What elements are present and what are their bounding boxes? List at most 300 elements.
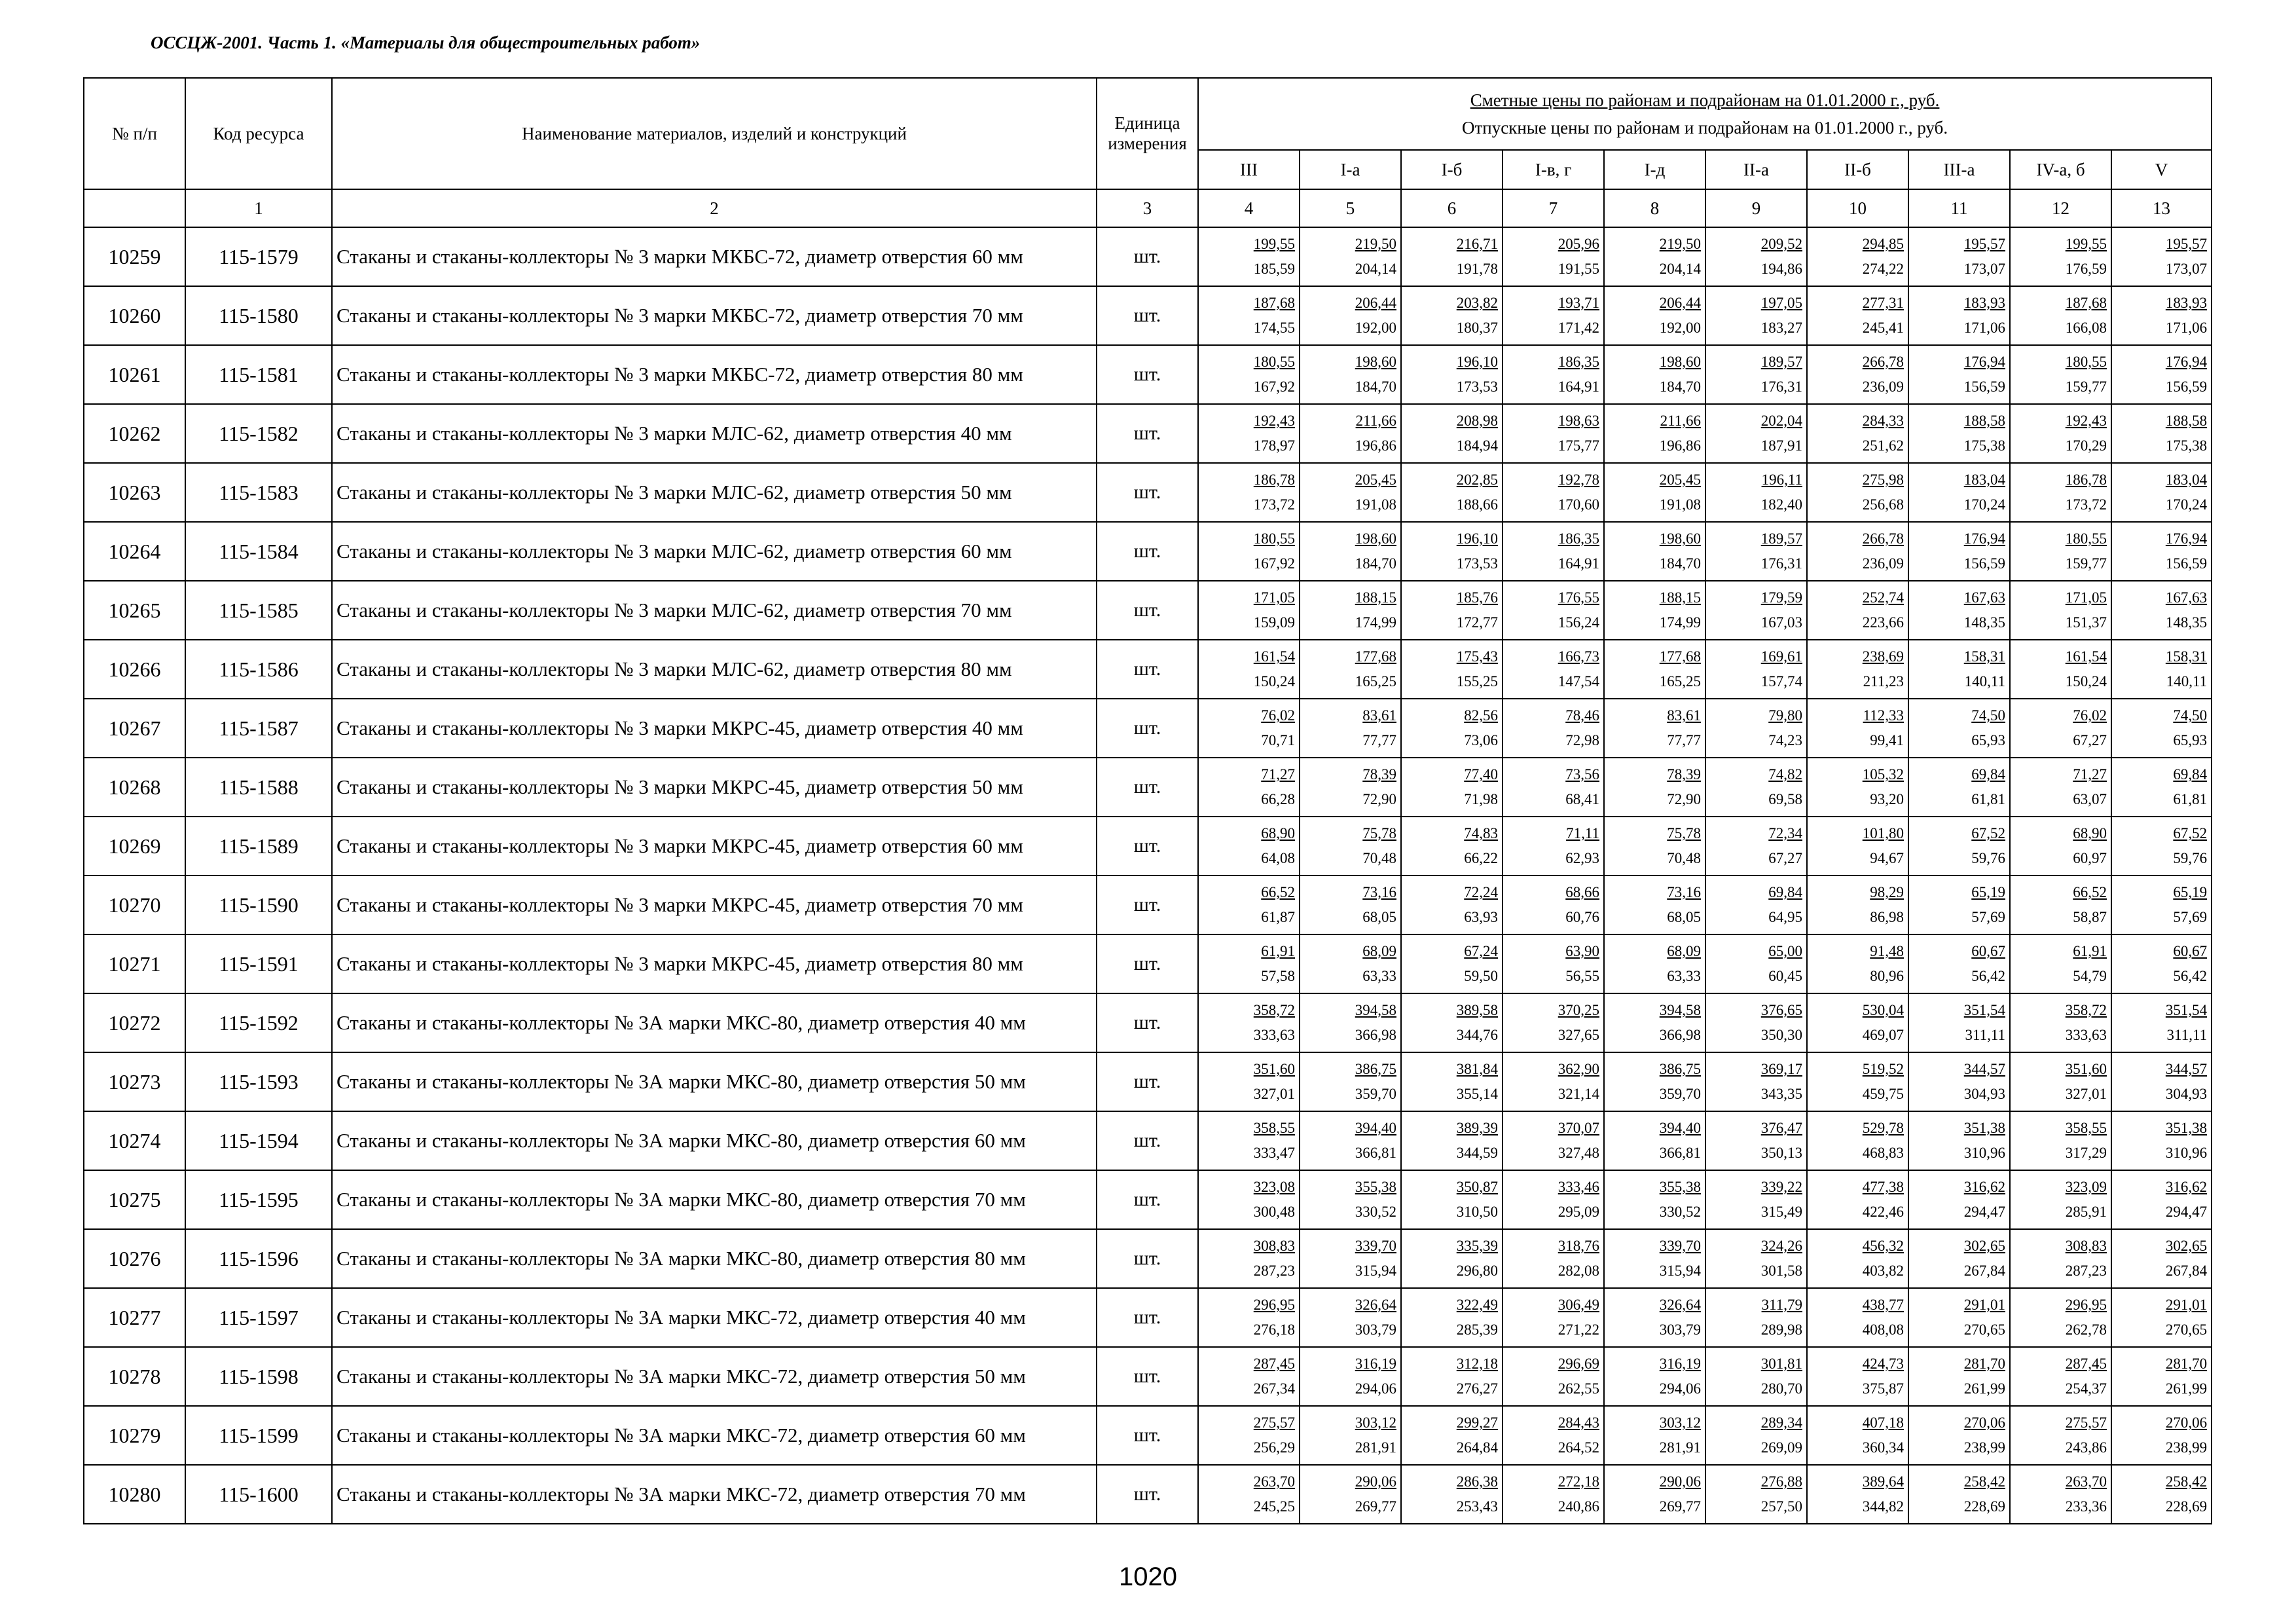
release-price: 303,79 [1355, 1321, 1396, 1338]
row-number: 10265 [84, 581, 185, 640]
release-price: 350,30 [1760, 1027, 1802, 1043]
price-cell [1807, 934, 1908, 993]
price-cell [1503, 227, 1604, 286]
release-price: 159,77 [2065, 555, 2107, 572]
price-cell [2111, 1170, 2212, 1229]
estimated-price: 333,46 [1558, 1179, 1599, 1195]
release-price: 178,97 [1253, 437, 1295, 454]
release-price: 310,96 [1963, 1145, 2005, 1161]
price-cell [1807, 404, 1908, 463]
price-cell [1604, 404, 1705, 463]
release-price: 72,98 [1565, 732, 1599, 748]
estimated-price: 61,91 [2073, 943, 2107, 959]
estimated-price: 189,57 [1760, 354, 1802, 370]
estimated-price: 394,40 [1659, 1120, 1701, 1136]
estimated-price: 186,78 [1253, 471, 1295, 488]
estimated-price: 67,52 [2173, 825, 2208, 841]
price-cell [1401, 227, 1503, 286]
price-cell [2010, 345, 2111, 404]
release-price: 343,35 [1760, 1086, 1802, 1102]
estimated-price: 299,27 [1456, 1414, 1498, 1431]
price-cell [1807, 1347, 1908, 1406]
estimated-price: 326,64 [1355, 1297, 1396, 1313]
release-price: 166,08 [2065, 320, 2107, 336]
release-price: 156,59 [1963, 555, 2005, 572]
price-cell [1198, 934, 1300, 993]
price-cell [1503, 876, 1604, 934]
estimated-price: 370,25 [1558, 1002, 1599, 1018]
release-price: 294,47 [2165, 1204, 2208, 1220]
estimated-price: 83,61 [1362, 707, 1396, 724]
release-price: 56,55 [1565, 968, 1599, 984]
column-number: 4 [1198, 189, 1300, 227]
release-price: 66,28 [1261, 791, 1295, 807]
price-cell [1908, 345, 2010, 404]
unit-of-measure: шт. [1097, 404, 1198, 463]
estimated-price: 211,66 [1355, 413, 1396, 429]
price-cell [2010, 1347, 2111, 1406]
resource-code: 115-1588 [185, 758, 332, 817]
estimated-price: 318,76 [1558, 1238, 1599, 1254]
release-price: 304,93 [2165, 1086, 2208, 1102]
price-cell [1807, 1229, 1908, 1288]
estimated-price: 177,68 [1659, 648, 1701, 665]
release-price: 285,39 [1456, 1321, 1498, 1338]
price-cell [1503, 463, 1604, 522]
estimated-price: 351,38 [2165, 1120, 2208, 1136]
price-cell [1908, 934, 2010, 993]
estimated-price: 208,98 [1456, 413, 1498, 429]
estimated-price: 73,16 [1362, 884, 1396, 900]
release-price: 236,09 [1862, 378, 1904, 395]
price-cell [1198, 876, 1300, 934]
price-cell [1705, 640, 1807, 699]
material-name: Стаканы и стаканы-коллекторы № 3А марки МКС-80, диаметр отверстия 50 мм [332, 1052, 1097, 1111]
estimated-price: 344,57 [2165, 1061, 2208, 1077]
material-name: Стаканы и стаканы-коллекторы № 3А марки МКС-72, диаметр отверстия 60 мм [332, 1406, 1097, 1465]
price-cell [2111, 993, 2212, 1052]
estimated-price: 199,55 [2065, 236, 2107, 252]
release-price: 167,92 [1253, 378, 1295, 395]
release-price: 311,11 [2166, 1027, 2208, 1043]
unit-of-measure: шт. [1097, 1229, 1198, 1288]
release-price: 355,14 [1456, 1086, 1498, 1102]
release-price: 228,69 [1963, 1498, 2005, 1515]
estimated-price: 176,55 [1558, 589, 1599, 606]
release-price: 167,92 [1253, 555, 1295, 572]
estimated-price: 312,18 [1456, 1356, 1498, 1372]
release-price: 327,01 [2065, 1086, 2107, 1102]
estimated-price: 161,54 [1253, 648, 1295, 665]
price-cell [1908, 876, 2010, 934]
release-price: 366,81 [1659, 1145, 1701, 1161]
release-price: 192,00 [1659, 320, 1701, 336]
material-name: Стаканы и стаканы-коллекторы № 3А марки МКС-72, диаметр отверстия 50 мм [332, 1347, 1097, 1406]
price-cell [1604, 286, 1705, 345]
release-price: 156,59 [2165, 378, 2208, 395]
price-cell [1908, 817, 2010, 876]
release-price: 270,65 [1963, 1321, 2005, 1338]
estimated-price: 238,69 [1862, 648, 1904, 665]
price-cell [1604, 522, 1705, 581]
release-price: 204,14 [1659, 261, 1701, 277]
estimated-price: 205,45 [1659, 471, 1701, 488]
price-cell [1401, 1288, 1503, 1347]
release-price: 191,78 [1456, 261, 1498, 277]
release-price: 191,08 [1659, 496, 1701, 513]
release-price: 156,59 [1963, 378, 2005, 395]
estimated-price: 326,64 [1659, 1297, 1701, 1313]
price-cell [1300, 640, 1401, 699]
release-price: 164,91 [1558, 555, 1599, 572]
price-cell [1300, 1170, 1401, 1229]
price-cell [1807, 1465, 1908, 1524]
release-price: 172,77 [1456, 614, 1498, 631]
release-price: 333,63 [1253, 1027, 1295, 1043]
estimated-price: 176,94 [2165, 354, 2208, 370]
estimated-price: 339,70 [1659, 1238, 1701, 1254]
release-price: 245,25 [1253, 1498, 1295, 1515]
estimated-price: 362,90 [1558, 1061, 1599, 1077]
release-price: 86,98 [1870, 909, 1904, 925]
release-price: 67,27 [1768, 850, 1802, 866]
table-row [84, 1465, 2212, 1524]
price-cell [2111, 1347, 2212, 1406]
release-price: 165,25 [1659, 673, 1701, 690]
estimated-price: 335,39 [1456, 1238, 1498, 1254]
release-price: 159,77 [2065, 378, 2107, 395]
price-cell [2010, 404, 2111, 463]
estimated-price: 63,90 [1565, 943, 1599, 959]
release-price: 408,08 [1862, 1321, 1904, 1338]
estimated-price: 183,04 [2165, 471, 2208, 488]
estimated-price: 105,32 [1862, 766, 1904, 783]
release-price: 245,41 [1862, 320, 1904, 336]
price-header-smeta: Сметные цены по районам и подрайонам на 01.01.2000 г., руб. [1470, 90, 1940, 110]
release-price: 66,22 [1464, 850, 1498, 866]
release-price: 56,42 [1971, 968, 2005, 984]
estimated-price: 83,61 [1667, 707, 1701, 724]
estimated-price: 350,87 [1456, 1179, 1498, 1195]
resource-code: 115-1587 [185, 699, 332, 758]
release-price: 61,81 [2173, 791, 2208, 807]
table-row [84, 1170, 2212, 1229]
release-price: 65,93 [2173, 732, 2208, 748]
release-price: 271,22 [1558, 1321, 1599, 1338]
estimated-price: 294,85 [1862, 236, 1904, 252]
estimated-price: 219,50 [1659, 236, 1701, 252]
release-price: 70,71 [1261, 732, 1295, 748]
release-price: 56,42 [2173, 968, 2208, 984]
estimated-price: 75,78 [1362, 825, 1396, 841]
table-row [84, 934, 2212, 993]
estimated-price: 71,27 [1261, 766, 1295, 783]
price-cell [1198, 1052, 1300, 1111]
estimated-price: 82,56 [1464, 707, 1498, 724]
price-cell [1908, 758, 2010, 817]
price-cell [1908, 522, 2010, 581]
release-price: 196,86 [1355, 437, 1396, 454]
release-price: 315,94 [1659, 1263, 1701, 1279]
price-cell [2010, 522, 2111, 581]
price-cell [1604, 699, 1705, 758]
estimated-price: 477,38 [1862, 1179, 1904, 1195]
estimated-price: 196,10 [1456, 530, 1498, 547]
material-name: Стаканы и стаканы-коллекторы № 3 марки МЛС-62, диаметр отверстия 50 мм [332, 463, 1097, 522]
release-price: 303,79 [1659, 1321, 1701, 1338]
estimated-price: 74,50 [1971, 707, 2005, 724]
estimated-price: 79,80 [1768, 707, 1802, 724]
price-cell [2111, 227, 2212, 286]
price-cell [1401, 876, 1503, 934]
estimated-price: 370,07 [1558, 1120, 1599, 1136]
release-price: 140,11 [1964, 673, 2005, 690]
estimated-price: 112,33 [1863, 707, 1904, 724]
price-cell [1908, 1111, 2010, 1170]
estimated-price: 519,52 [1862, 1061, 1904, 1077]
release-price: 256,29 [1253, 1439, 1295, 1456]
release-price: 295,09 [1558, 1204, 1599, 1220]
release-price: 344,59 [1456, 1145, 1498, 1161]
page-number: 1020 [1119, 1562, 1177, 1591]
price-cell [1300, 463, 1401, 522]
price-cell [1503, 699, 1604, 758]
material-name: Стаканы и стаканы-коллекторы № 3 марки МКРС-45, диаметр отверстия 40 мм [332, 699, 1097, 758]
price-cell [1300, 758, 1401, 817]
price-cell [1300, 581, 1401, 640]
price-cell [1401, 522, 1503, 581]
row-number: 10266 [84, 640, 185, 699]
price-cell [1908, 1288, 2010, 1347]
release-price: 148,35 [2165, 614, 2208, 631]
estimated-price: 65,00 [1768, 943, 1802, 959]
estimated-price: 205,45 [1355, 471, 1396, 488]
estimated-price: 198,63 [1558, 413, 1599, 429]
estimated-price: 71,11 [1566, 825, 1599, 841]
material-name: Стаканы и стаканы-коллекторы № 3 марки МКРС-45, диаметр отверстия 50 мм [332, 758, 1097, 817]
release-price: 327,01 [1253, 1086, 1295, 1102]
material-name: Стаканы и стаканы-коллекторы № 3А марки МКС-80, диаметр отверстия 40 мм [332, 993, 1097, 1052]
estimated-price: 296,95 [2065, 1297, 2107, 1313]
unit-of-measure: шт. [1097, 522, 1198, 581]
price-cell [1503, 640, 1604, 699]
resource-code: 115-1595 [185, 1170, 332, 1229]
estimated-price: 166,73 [1558, 648, 1599, 665]
resource-code: 115-1591 [185, 934, 332, 993]
price-cell [1401, 1170, 1503, 1229]
price-cell [1604, 1111, 1705, 1170]
price-cell [1705, 581, 1807, 640]
price-cell [1401, 1465, 1503, 1524]
table-row [84, 227, 2212, 286]
price-cell [1503, 1347, 1604, 1406]
release-price: 366,98 [1659, 1027, 1701, 1043]
release-price: 173,07 [2165, 261, 2208, 277]
release-price: 315,94 [1355, 1263, 1396, 1279]
release-price: 165,25 [1355, 673, 1396, 690]
release-price: 262,55 [1558, 1380, 1599, 1397]
material-name: Стаканы и стаканы-коллекторы № 3 марки МЛС-62, диаметр отверстия 40 мм [332, 404, 1097, 463]
price-cell [2010, 699, 2111, 758]
estimated-price: 171,05 [1253, 589, 1295, 606]
unit-of-measure: шт. [1097, 817, 1198, 876]
release-price: 469,07 [1862, 1027, 1904, 1043]
release-price: 156,59 [2165, 555, 2208, 572]
resource-code: 115-1594 [185, 1111, 332, 1170]
document-title: ОССЦЖ-2001. Часть 1. «Материалы для общестроительных работ» [151, 33, 701, 52]
table-row [84, 345, 2212, 404]
estimated-price: 187,68 [1253, 295, 1295, 311]
estimated-price: 171,05 [2065, 589, 2107, 606]
row-number: 10278 [84, 1347, 185, 1406]
price-cell [1401, 345, 1503, 404]
resource-code: 115-1590 [185, 876, 332, 934]
estimated-price: 376,47 [1760, 1120, 1802, 1136]
release-price: 70,48 [1362, 850, 1396, 866]
release-price: 204,14 [1355, 261, 1396, 277]
estimated-price: 198,60 [1659, 354, 1701, 370]
release-price: 468,83 [1862, 1145, 1904, 1161]
estimated-price: 266,78 [1862, 354, 1904, 370]
district-header: I-в, г [1503, 150, 1604, 189]
price-cell [1503, 581, 1604, 640]
estimated-price: 303,12 [1355, 1414, 1396, 1431]
price-cell [1300, 522, 1401, 581]
table-row [84, 1288, 2212, 1347]
release-price: 150,24 [1253, 673, 1295, 690]
price-cell [1604, 758, 1705, 817]
release-price: 233,36 [2065, 1498, 2107, 1515]
price-cell [1198, 1406, 1300, 1465]
estimated-price: 176,94 [1963, 530, 2005, 547]
estimated-price: 529,78 [1862, 1120, 1904, 1136]
price-cell [1807, 1052, 1908, 1111]
release-price: 267,84 [2165, 1263, 2208, 1279]
price-cell [1300, 699, 1401, 758]
release-price: 296,80 [1456, 1263, 1498, 1279]
release-price: 276,18 [1253, 1321, 1295, 1338]
release-price: 422,46 [1862, 1204, 1904, 1220]
price-cell [1503, 1229, 1604, 1288]
estimated-price: 198,60 [1355, 354, 1396, 370]
release-price: 264,52 [1558, 1439, 1599, 1456]
release-price: 211,23 [1863, 673, 1904, 690]
release-price: 68,05 [1362, 909, 1396, 925]
estimated-price: 358,72 [2065, 1002, 2107, 1018]
estimated-price: 394,40 [1355, 1120, 1396, 1136]
release-price: 173,53 [1456, 555, 1498, 572]
price-cell [1300, 1465, 1401, 1524]
row-number: 10270 [84, 876, 185, 934]
price-cell [1401, 758, 1503, 817]
estimated-price: 185,76 [1456, 589, 1498, 606]
price-cell [1807, 1170, 1908, 1229]
unit-of-measure: шт. [1097, 699, 1198, 758]
price-cell [1503, 817, 1604, 876]
estimated-price: 369,17 [1760, 1061, 1802, 1077]
price-cell [1908, 1052, 2010, 1111]
estimated-price: 284,33 [1862, 413, 1904, 429]
release-price: 276,27 [1456, 1380, 1498, 1397]
unit-of-measure: шт. [1097, 1406, 1198, 1465]
unit-of-measure: шт. [1097, 758, 1198, 817]
release-price: 333,47 [1253, 1145, 1295, 1161]
price-cell [1705, 1052, 1807, 1111]
price-cell [1908, 404, 2010, 463]
estimated-price: 339,70 [1355, 1238, 1396, 1254]
price-cell [2111, 1111, 2212, 1170]
price-cell [1198, 581, 1300, 640]
price-cell [1300, 404, 1401, 463]
estimated-price: 199,55 [1253, 236, 1295, 252]
release-price: 327,65 [1558, 1027, 1599, 1043]
release-price: 59,50 [1464, 968, 1498, 984]
price-cell [1705, 227, 1807, 286]
estimated-price: 438,77 [1862, 1297, 1904, 1313]
release-price: 59,76 [2173, 850, 2208, 866]
price-cell [1807, 1406, 1908, 1465]
column-number: 1 [185, 189, 332, 227]
unit-of-measure: шт. [1097, 934, 1198, 993]
release-price: 350,13 [1760, 1145, 1802, 1161]
column-number: 5 [1300, 189, 1401, 227]
price-cell [1908, 581, 2010, 640]
release-price: 58,87 [2073, 909, 2107, 925]
release-price: 262,78 [2065, 1321, 2107, 1338]
release-price: 321,14 [1558, 1086, 1599, 1102]
release-price: 366,81 [1355, 1145, 1396, 1161]
price-cell [1198, 1229, 1300, 1288]
material-name: Стаканы и стаканы-коллекторы № 3 марки МКБС-72, диаметр отверстия 60 мм [332, 227, 1097, 286]
release-price: 175,77 [1558, 437, 1599, 454]
estimated-price: 316,62 [2165, 1179, 2208, 1195]
unit-of-measure: шт. [1097, 993, 1198, 1052]
resource-code: 115-1583 [185, 463, 332, 522]
estimated-price: 176,94 [1963, 354, 2005, 370]
estimated-price: 258,42 [1963, 1473, 2005, 1490]
price-cell [1807, 345, 1908, 404]
release-price: 54,79 [2073, 968, 2107, 984]
price-cell [2010, 1465, 2111, 1524]
release-price: 191,55 [1558, 261, 1599, 277]
estimated-price: 198,60 [1355, 530, 1396, 547]
unit-of-measure: шт. [1097, 640, 1198, 699]
district-header: IV-а, б [2010, 150, 2111, 189]
price-cell [1807, 463, 1908, 522]
price-cell [2111, 934, 2212, 993]
release-price: 80,96 [1870, 968, 1904, 984]
price-cell [2010, 581, 2111, 640]
estimated-price: 284,43 [1558, 1414, 1599, 1431]
price-cell [1198, 404, 1300, 463]
release-price: 57,69 [2173, 909, 2208, 925]
price-cell [1807, 286, 1908, 345]
price-cell [1503, 1406, 1604, 1465]
price-cell [1198, 758, 1300, 817]
estimated-price: 74,83 [1464, 825, 1498, 841]
estimated-price: 71,27 [2073, 766, 2107, 783]
release-price: 184,94 [1456, 437, 1498, 454]
price-cell [1908, 286, 2010, 345]
estimated-price: 205,96 [1558, 236, 1599, 252]
row-number: 10259 [84, 227, 185, 286]
release-price: 256,68 [1862, 496, 1904, 513]
price-cell [1908, 227, 2010, 286]
row-number: 10263 [84, 463, 185, 522]
estimated-price: 266,78 [1862, 530, 1904, 547]
table-row [84, 699, 2212, 758]
release-price: 151,37 [2065, 614, 2107, 631]
